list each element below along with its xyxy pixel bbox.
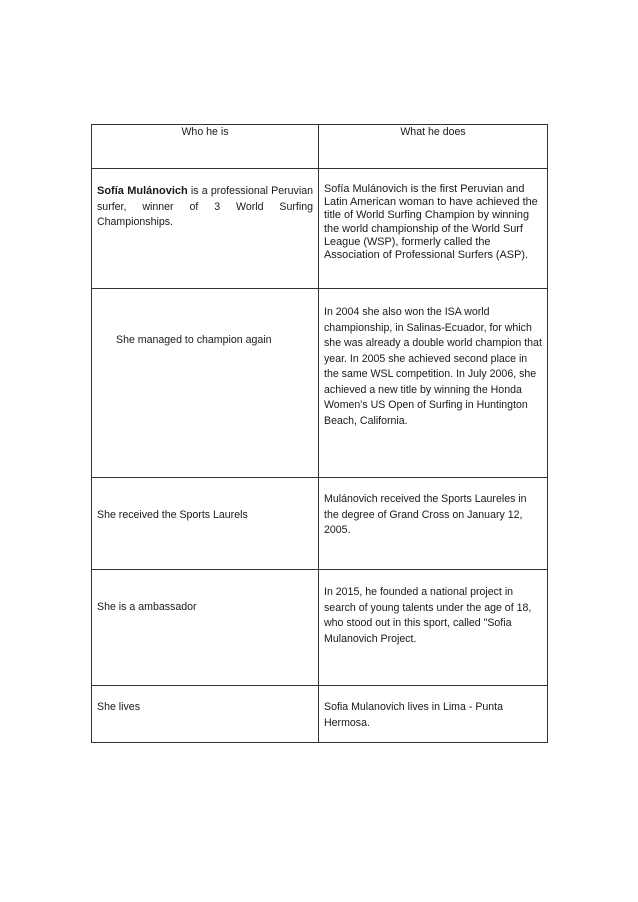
table-cell-right: In 2015, he founded a national project in search of young talents under the age of 18, who stood out in this sport, called "Sofia Mulanovich Project. (319, 570, 548, 686)
table-cell-left: She is a ambassador (92, 570, 319, 686)
cell-text: is a professional Peruvian surfer, winner of 3 World Surfing Championships. (97, 185, 313, 228)
table-header-row (92, 125, 548, 169)
table-cell-left: She managed to champion again (92, 289, 319, 478)
table-cell-left: She received the Sports Laurels (92, 478, 319, 570)
header-what-he-does: What he does (319, 125, 548, 169)
info-table (91, 124, 548, 743)
table-cell-right: Sofia Mulanovich lives in Lima - Punta Hermosa. (319, 686, 548, 743)
table-cell-right: Sofía Mulánovich is the first Peruvian and Latin American woman to have achieved the title of World Surfing Champion by winning the world championship of the World Surf League (WSP), formerly called the Association of Professional Surfers (ASP). (319, 169, 548, 289)
table-row (92, 478, 548, 570)
header-who-he-is: Who he is (92, 125, 319, 169)
table-row (92, 570, 548, 686)
table-cell-left: She lives (92, 686, 319, 743)
table-row (92, 169, 548, 289)
table-row (92, 686, 548, 743)
table-cell-right: Mulánovich received the Sports Laureles in the degree of Grand Cross on January 12, 2005. (319, 478, 548, 570)
table-row (92, 289, 548, 478)
person-name: Sofía Mulánovich (97, 185, 188, 197)
table-cell-left (92, 169, 319, 289)
table-cell-right: In 2004 she also won the ISA world championship, in Salinas-Ecuador, for which she was already a double world champion that year. In 2005 she achieved second place in the same WSL competition. In July 2006, she achieved a new title by winning the Honda Women's US Open of Surfing in Huntington Beach, California. (319, 289, 548, 478)
